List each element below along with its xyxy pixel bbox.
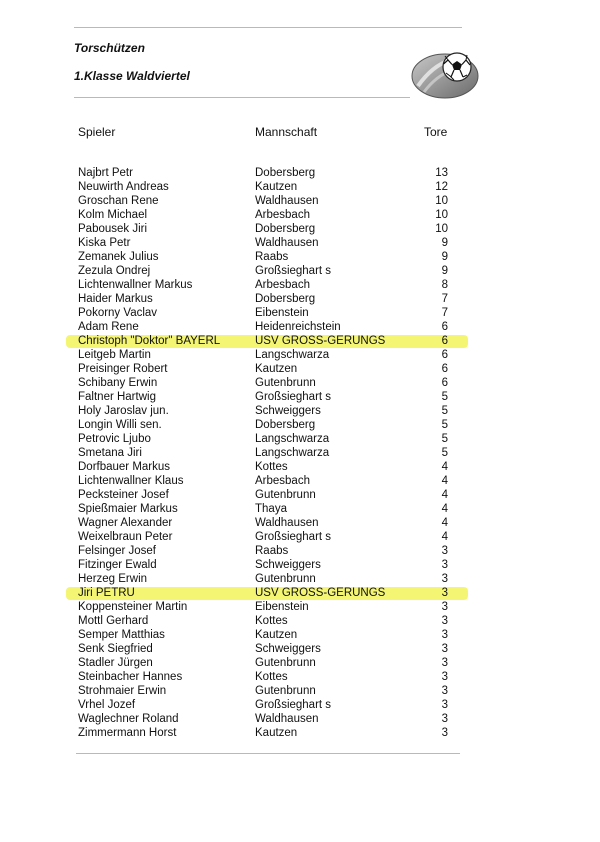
team-name: Dobersberg [255, 419, 316, 431]
goal-count: 3 [441, 713, 448, 725]
goal-count: 3 [441, 615, 448, 627]
team-name: Gutenbrunn [255, 489, 316, 501]
goal-count: 4 [441, 475, 448, 487]
goal-count: 6 [441, 321, 448, 333]
player-name: Christoph "Doktor" BAYERL [78, 335, 221, 347]
table-row [0, 572, 600, 586]
player-name: Wagner Alexander [78, 517, 173, 529]
player-name: Najbrt Petr [78, 167, 133, 179]
team-name: Raabs [255, 251, 289, 263]
team-name: Schweiggers [255, 643, 321, 655]
goal-count: 10 [435, 209, 448, 221]
team-name: Dobersberg [255, 223, 316, 235]
goal-count: 7 [441, 293, 448, 305]
team-name: Gutenbrunn [255, 657, 316, 669]
player-name: Lichtenwallner Markus [78, 279, 193, 291]
table-row [0, 292, 600, 306]
team-name: Heidenreichstein [255, 321, 341, 333]
goal-count: 3 [441, 601, 448, 613]
player-name: Herzeg Erwin [78, 573, 148, 585]
player-name: Dorfbauer Markus [78, 461, 171, 473]
player-name: Zimmermann Horst [78, 727, 177, 739]
player-name: Semper Matthias [78, 629, 165, 641]
team-name: Gutenbrunn [255, 573, 316, 585]
table-row [0, 600, 600, 614]
table-row [0, 166, 600, 180]
table-row [0, 670, 600, 684]
table-row-highlighted [0, 586, 600, 600]
table-row [0, 404, 600, 418]
player-name: Stadler Jürgen [78, 657, 153, 669]
table-row-highlighted [0, 334, 600, 348]
goal-count: 12 [435, 181, 448, 193]
team-name: Kottes [255, 615, 288, 627]
goal-count: 5 [441, 447, 448, 459]
table-row [0, 348, 600, 362]
team-name: Großsieghart s [255, 391, 332, 403]
team-name: Eibenstein [255, 601, 309, 613]
goal-count: 5 [441, 433, 448, 445]
player-name: Kolm Michael [78, 209, 148, 221]
player-name: Kiska Petr [78, 237, 131, 249]
goal-count: 5 [441, 419, 448, 431]
team-name: Raabs [255, 545, 289, 557]
team-name: Waldhausen [255, 713, 319, 725]
team-name: Gutenbrunn [255, 377, 316, 389]
table-row [0, 712, 600, 726]
table-row [0, 320, 600, 334]
table-row [0, 194, 600, 208]
table-row [0, 362, 600, 376]
table-row [0, 488, 600, 502]
player-name: Faltner Hartwig [78, 391, 156, 403]
table-row [0, 726, 600, 740]
goal-count: 3 [441, 587, 448, 599]
player-name: Adam Rene [78, 321, 139, 333]
goal-count: 4 [441, 489, 448, 501]
goal-count: 6 [441, 335, 448, 347]
goal-count: 5 [441, 405, 448, 417]
team-name: Langschwarza [255, 447, 330, 459]
goal-count: 6 [441, 377, 448, 389]
team-name: Waldhausen [255, 237, 319, 249]
team-name: Kautzen [255, 629, 298, 641]
bottom-rule [76, 753, 460, 754]
team-name: Dobersberg [255, 167, 316, 179]
page-title: Torschützen [74, 41, 145, 55]
goal-count: 4 [441, 461, 448, 473]
goal-count: 3 [441, 699, 448, 711]
table-row [0, 390, 600, 404]
goal-count: 6 [441, 363, 448, 375]
team-name: Waldhausen [255, 195, 319, 207]
table-row [0, 530, 600, 544]
team-name: Kottes [255, 461, 288, 473]
team-name: USV GROSS-GERUNGS [255, 335, 386, 347]
player-name: Lichtenwallner Klaus [78, 475, 184, 487]
table-row [0, 278, 600, 292]
player-name: Senk Siegfried [78, 643, 153, 655]
player-name: Neuwirth Andreas [78, 181, 169, 193]
goal-count: 3 [441, 545, 448, 557]
table-row [0, 236, 600, 250]
table-row [0, 264, 600, 278]
player-name: Petrovic Ljubo [78, 433, 151, 445]
top-rule [74, 27, 462, 28]
goal-count: 8 [441, 279, 448, 291]
team-name: Kautzen [255, 181, 298, 193]
player-name: Pabousek Jiri [78, 223, 148, 235]
goal-count: 3 [441, 685, 448, 697]
team-name: Dobersberg [255, 293, 316, 305]
team-name: Schweiggers [255, 559, 321, 571]
goal-count: 10 [435, 223, 448, 235]
table-row [0, 474, 600, 488]
table-row [0, 222, 600, 236]
player-name: Vrhel Jozef [78, 699, 136, 711]
team-name: Thaya [255, 503, 287, 515]
table-row [0, 642, 600, 656]
player-name: Felsinger Josef [78, 545, 156, 557]
team-name: Langschwarza [255, 433, 330, 445]
table-row [0, 446, 600, 460]
team-name: Arbesbach [255, 475, 310, 487]
column-header-team: Mannschaft [255, 125, 318, 139]
team-name: USV GROSS-GERUNGS [255, 587, 386, 599]
table-row [0, 698, 600, 712]
team-name: Arbesbach [255, 279, 310, 291]
player-name: Weixelbraun Peter [78, 531, 173, 543]
team-name: Schweiggers [255, 405, 321, 417]
table-row [0, 250, 600, 264]
team-name: Gutenbrunn [255, 685, 316, 697]
player-name: Koppensteiner Martin [78, 601, 188, 613]
goal-count: 4 [441, 503, 448, 515]
table-row [0, 376, 600, 390]
player-name: Strohmaier Erwin [78, 685, 167, 697]
goal-count: 4 [441, 531, 448, 543]
column-header-player: Spieler [78, 125, 116, 139]
table-row [0, 544, 600, 558]
team-name: Großsieghart s [255, 265, 332, 277]
goal-count: 4 [441, 517, 448, 529]
player-name: Spießmaier Markus [78, 503, 178, 515]
goal-count: 7 [441, 307, 448, 319]
table-row [0, 656, 600, 670]
player-name: Schibany Erwin [78, 377, 158, 389]
goal-count: 3 [441, 727, 448, 739]
player-name: Waglechner Roland [78, 713, 179, 725]
team-name: Großsieghart s [255, 531, 332, 543]
team-name: Arbesbach [255, 209, 310, 221]
table-row [0, 418, 600, 432]
team-name: Langschwarza [255, 349, 330, 361]
goal-count: 6 [441, 349, 448, 361]
player-name: Fitzinger Ewald [78, 559, 157, 571]
team-name: Kautzen [255, 727, 298, 739]
goal-count: 10 [435, 195, 448, 207]
page-subtitle: 1.Klasse Waldviertel [74, 69, 190, 83]
goal-count: 3 [441, 643, 448, 655]
team-name: Eibenstein [255, 307, 309, 319]
table-row [0, 306, 600, 320]
player-name: Mottl Gerhard [78, 615, 149, 627]
player-name: Zemanek Julius [78, 251, 159, 263]
player-name: Zezula Ondrej [78, 265, 151, 277]
scorer-table [0, 166, 600, 740]
player-name: Preisinger Robert [78, 363, 168, 375]
goal-count: 9 [441, 265, 448, 277]
table-row [0, 614, 600, 628]
player-name: Pokorny Vaclav [78, 307, 158, 319]
column-header-goals: Tore [424, 125, 448, 139]
table-row [0, 180, 600, 194]
goal-count: 9 [441, 251, 448, 263]
goal-count: 3 [441, 657, 448, 669]
goal-count: 13 [435, 167, 448, 179]
table-row [0, 684, 600, 698]
player-name: Steinbacher Hannes [78, 671, 183, 683]
player-name: Longin Willi sen. [78, 419, 162, 431]
player-name: Groschan Rene [78, 195, 159, 207]
table-row [0, 628, 600, 642]
team-name: Kottes [255, 671, 288, 683]
goal-count: 9 [441, 237, 448, 249]
goal-count: 3 [441, 573, 448, 585]
goal-count: 5 [441, 391, 448, 403]
team-name: Waldhausen [255, 517, 319, 529]
player-name: Jiri PETRU [78, 587, 135, 599]
table-row [0, 516, 600, 530]
team-name: Großsieghart s [255, 699, 332, 711]
table-row [0, 558, 600, 572]
soccer-ball-icon [410, 46, 480, 100]
goal-count: 3 [441, 629, 448, 641]
player-name: Pecksteiner Josef [78, 489, 169, 501]
player-name: Leitgeb Martin [78, 349, 151, 361]
player-name: Smetana Jiri [78, 447, 142, 459]
team-name: Kautzen [255, 363, 298, 375]
header-rule [74, 97, 410, 98]
table-row [0, 432, 600, 446]
player-name: Haider Markus [78, 293, 153, 305]
goal-count: 3 [441, 671, 448, 683]
table-row [0, 502, 600, 516]
goal-count: 3 [441, 559, 448, 571]
table-row [0, 208, 600, 222]
table-row [0, 460, 600, 474]
player-name: Holy Jaroslav jun. [78, 405, 169, 417]
